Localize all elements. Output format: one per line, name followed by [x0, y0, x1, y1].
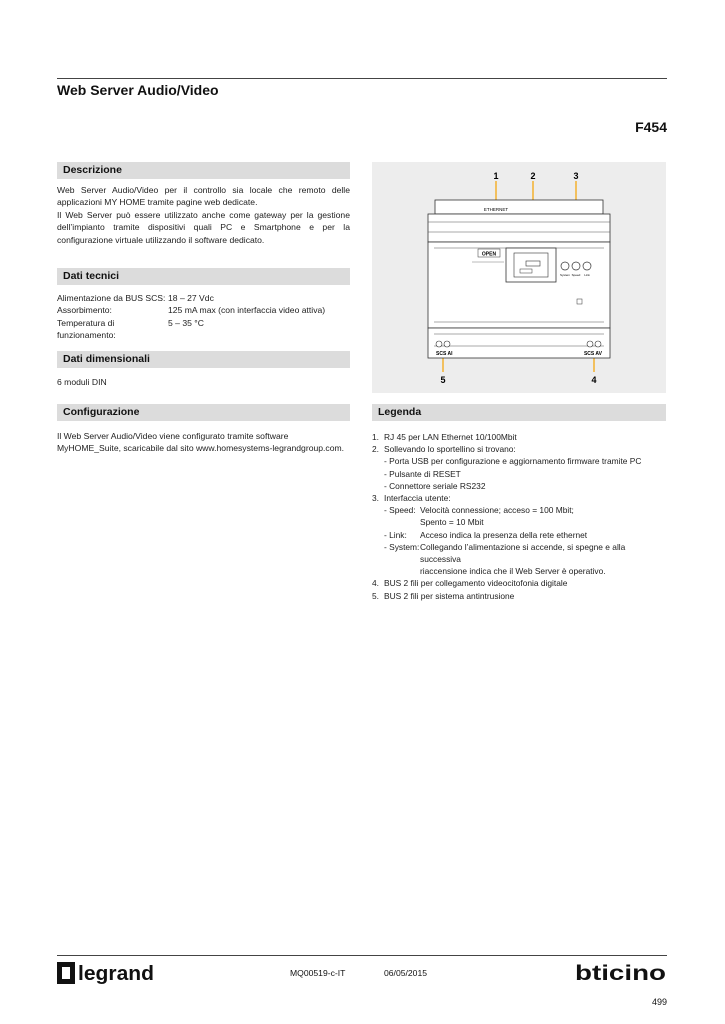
sub-value: Collegando l’alimentazione si accende, si spegne e alla successiva — [420, 541, 626, 565]
list-number: 5. — [372, 590, 379, 601]
list-item — [372, 577, 666, 589]
sub-item-system — [372, 541, 666, 565]
page-title: Web Server Audio/Video — [57, 82, 219, 98]
sub-item-speed-cont — [372, 516, 666, 528]
section-dati-tecnici-heading: Dati tecnici — [57, 268, 350, 285]
device-figure — [372, 162, 666, 393]
list-item — [372, 431, 666, 443]
list-item — [372, 443, 666, 455]
callout-1: 1 — [493, 171, 499, 181]
callout-2: 2 — [530, 171, 536, 181]
sub-value: Acceso indica la presenza della rete ethernet — [420, 529, 588, 540]
dati-tecnici-table — [57, 292, 350, 342]
list-item — [372, 492, 666, 504]
legrand-logo-icon — [57, 960, 157, 986]
dati-dimensionali-text: 6 moduli DIN — [57, 377, 107, 387]
list-text: BUS 2 fili per sistema antintrusione — [384, 590, 515, 601]
configurazione-text: Il Web Server Audio/Video viene configurato tramite software MyHOME_Suite, scaricabile dal sito www.homesystems-legrandgroup.com. — [57, 431, 345, 454]
list-number: 3. — [372, 493, 379, 504]
spec-value: 125 mA max (con interfaccia video attiva) — [168, 305, 326, 316]
callout-4: 4 — [591, 375, 597, 385]
scs-ai-label: SCS AI — [436, 351, 453, 357]
bticino-logo — [575, 961, 667, 990]
sub-item: - Porta USB per configurazione e aggiornamento firmware tramite PC — [384, 456, 642, 467]
spec-value: 5 – 35 °C — [168, 317, 204, 328]
spec-value: 18 – 27 Vdc — [168, 293, 214, 303]
list-text: Interfaccia utente: — [384, 493, 451, 504]
led-label-system: System — [559, 273, 571, 277]
list-text: RJ 45 per LAN Ethernet 10/100Mbit — [384, 432, 517, 442]
descrizione-paragraph-2: Il Web Server può essere utilizzato anche come gateway per la gestione dell’impianto tramite dispositivi quali PC e Smartphone e per la configurazione virtuale utilizzando il software dedicato. — [57, 209, 350, 245]
page-number: 499 — [651, 997, 667, 1007]
device-drawing — [372, 162, 666, 393]
sub-item-system-cont — [372, 565, 666, 577]
list-number: 1. — [372, 432, 379, 442]
spec-row — [57, 304, 350, 316]
spec-label: Alimentazione da BUS SCS: — [57, 293, 166, 303]
section-descrizione-heading: Descrizione — [57, 162, 350, 179]
product-code: F454 — [635, 119, 667, 135]
spec-row — [57, 317, 350, 342]
led-label-speed: Speed — [571, 273, 581, 277]
list-number: 2. — [372, 444, 379, 455]
section-configurazione-heading: Configurazione — [57, 404, 350, 421]
led-label-link: Link — [584, 273, 590, 277]
sub-value: riaccensione indica che il Web Server è operativo. — [420, 566, 606, 577]
spec-label: Assorbimento: — [57, 305, 112, 316]
list-item — [372, 590, 666, 602]
sub-key: - System: — [384, 541, 420, 552]
document-date: 06/05/2015 — [384, 968, 428, 978]
list-text: Sollevando lo sportellino si trovano: — [384, 444, 516, 455]
scs-av-label: SCS AV — [583, 351, 602, 357]
bticino-logo-icon — [575, 961, 667, 985]
sub-item: - Pulsante di RESET — [384, 468, 461, 479]
ethernet-label: ETHERNET — [483, 207, 509, 212]
sub-item-speed — [372, 504, 666, 516]
document-code: MQ00519-c-IT — [290, 968, 346, 978]
svg-text:bticino: bticino — [575, 962, 666, 985]
legrand-logo — [57, 960, 157, 991]
sub-key: - Speed: — [384, 505, 416, 516]
sub-item: - Connettore seriale RS232 — [384, 480, 486, 491]
sub-key: - Link: — [384, 529, 407, 540]
section-dati-dimensionali-heading: Dati dimensionali — [57, 351, 350, 368]
legenda-list — [372, 431, 666, 602]
sub-value: Spento = 10 Mbit — [420, 517, 484, 528]
descrizione-paragraph-1: Web Server Audio/Video per il controllo sia locale che remoto delle applicazioni MY HOME tramite pagine web dedicate. — [57, 185, 350, 208]
top-rule — [57, 78, 667, 79]
section-legenda-heading: Legenda — [372, 404, 666, 421]
callout-3: 3 — [573, 171, 579, 181]
list-number: 4. — [372, 578, 379, 589]
footer-rule — [57, 955, 667, 956]
descrizione-text — [57, 184, 350, 246]
open-label: OPEN — [481, 251, 497, 258]
callout-5: 5 — [440, 375, 446, 385]
sub-value: Velocità connessione; acceso = 100 Mbit; — [420, 505, 574, 516]
spec-row — [57, 292, 350, 304]
spec-label: Temperatura di funzionamento: — [57, 317, 116, 341]
list-text: BUS 2 fili per collegamento videocitofonia digitale — [384, 578, 568, 589]
svg-text:legrand: legrand — [78, 963, 154, 985]
sub-item-link — [372, 529, 666, 541]
